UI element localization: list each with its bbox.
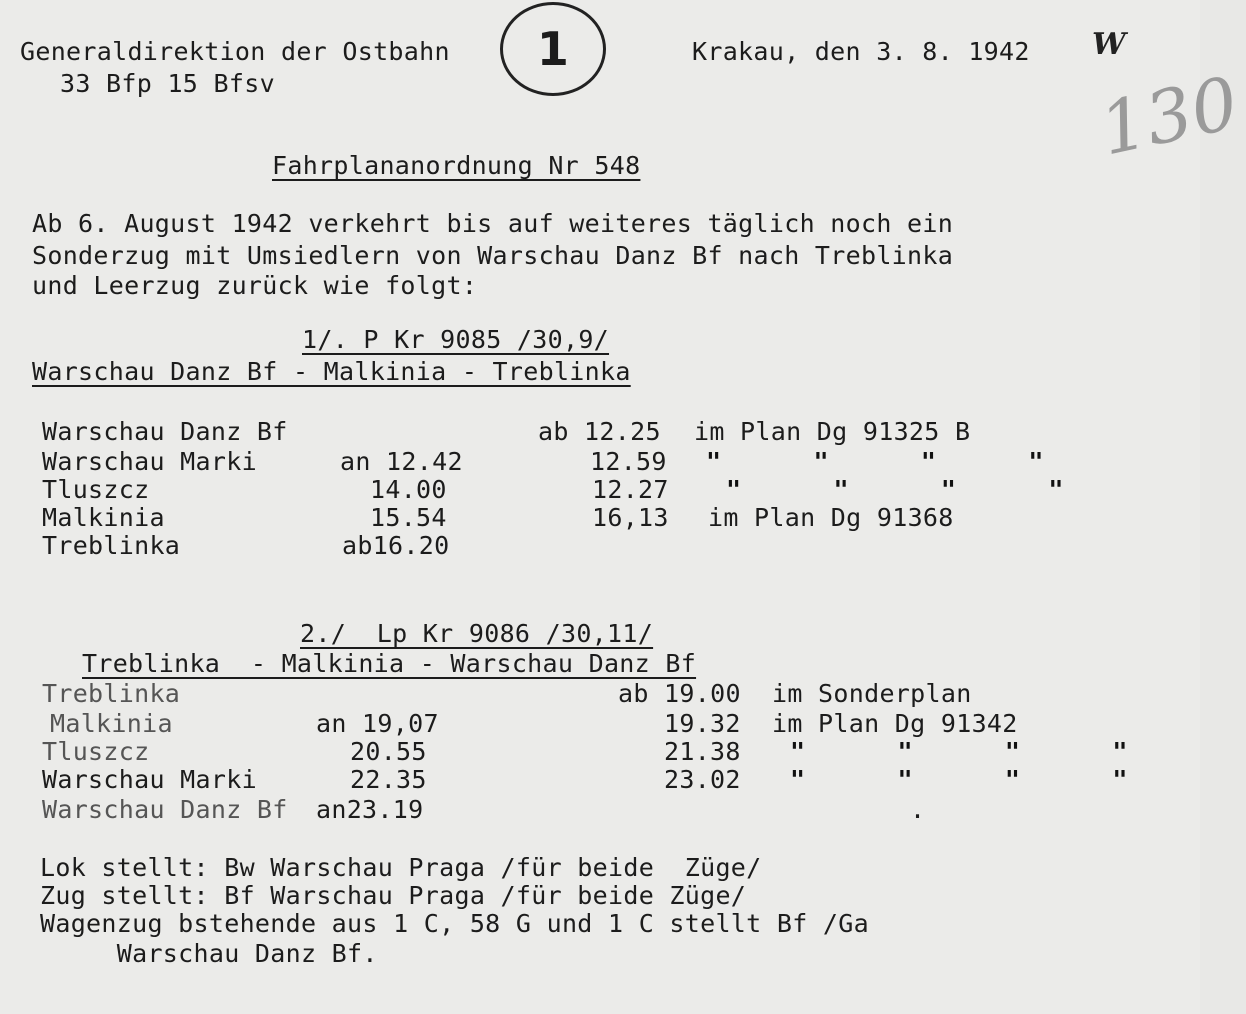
train1-row2-note: " " " ": [706, 447, 1044, 476]
train2-row4-station: Warschau Marki: [42, 765, 257, 794]
train2-row1-note: im Sonderplan: [772, 679, 972, 708]
document-number-stamp: [500, 2, 606, 96]
train1-route: Warschau Danz Bf - Malkinia - Treblinka: [32, 357, 631, 386]
footer-line-2: Zug stellt: Bf Warschau Praga /für beide Züge/: [40, 881, 747, 910]
pencil-note: 130: [1092, 60, 1246, 172]
train1-row2-station: Warschau Marki: [42, 447, 257, 476]
train1-row4-arr: 15.54: [370, 503, 447, 532]
train1-row1-dep: ab 12.25: [538, 417, 661, 446]
footer-line-1: Lok stellt: Bw Warschau Praga /für beide Züge/: [40, 853, 762, 882]
train1-row1-note: im Plan Dg 91325 B: [694, 417, 971, 446]
intro-line-1: Ab 6. August 1942 verkehrt bis auf weiteres täglich noch ein: [32, 209, 954, 238]
handwritten-initials: W: [1092, 27, 1126, 62]
train1-row4-dep: 16,13: [592, 503, 669, 532]
train2-row2-station: Malkinia: [50, 709, 173, 738]
train1-row1-station: Warschau Danz Bf: [42, 417, 288, 446]
train2-route: Treblinka - Malkinia - Warschau Danz Bf: [82, 649, 697, 678]
train2-row5-arr: an23.19: [316, 795, 424, 824]
train2-row5-station: Warschau Danz Bf: [42, 795, 288, 824]
document-title: Fahrplananordnung Nr 548: [272, 151, 641, 180]
train1-row2-arr: an 12.42: [340, 447, 463, 476]
document-number: 1: [536, 22, 570, 76]
train1-row3-note: " " " ": [726, 475, 1064, 504]
train2-row3-station: Tluszcz: [42, 737, 150, 766]
intro-line-3: und Leerzug zurück wie folgt:: [32, 271, 478, 300]
train1-heading: 1/. P Kr 9085 /30,9/: [302, 325, 610, 354]
train2-row4-dep: 23.02: [664, 765, 741, 794]
train1-row4-note: im Plan Dg 91368: [708, 503, 954, 532]
train2-heading: 2./ Lp Kr 9086 /30,11/: [300, 619, 654, 648]
org-line-2: 33 Bfp 15 Bfsv: [60, 69, 275, 98]
train1-row3-dep: 12.27: [592, 475, 669, 504]
footer-line-3: Wagenzug bstehende aus 1 C, 58 G und 1 C stellt Bf /Ga: [40, 909, 869, 938]
train1-row3-station: Tluszcz: [42, 475, 150, 504]
footer-line-4: Warschau Danz Bf.: [40, 939, 378, 968]
train1-row5-station: Treblinka: [42, 531, 181, 560]
train1-row2-dep: 12.59: [590, 447, 667, 476]
train1-row5-arr: ab16.20: [342, 531, 450, 560]
train2-row4-arr: 22.35: [350, 765, 427, 794]
train2-row5-note: .: [910, 795, 926, 824]
train2-row2-arr: an 19,07: [316, 709, 439, 738]
train2-row1-station: Treblinka: [42, 679, 181, 708]
org-line-1: Generaldirektion der Ostbahn: [20, 37, 450, 66]
train2-row3-note: " " " ": [790, 737, 1128, 766]
train2-row3-dep: 21.38: [664, 737, 741, 766]
train2-row2-dep: 19.32: [664, 709, 741, 738]
train2-row4-note: " " " ": [790, 765, 1128, 794]
place-date: Krakau, den 3. 8. 1942: [692, 37, 1030, 66]
intro-line-2: Sonderzug mit Umsiedlern von Warschau Danz Bf nach Treblinka: [32, 241, 954, 270]
train1-row4-station: Malkinia: [42, 503, 165, 532]
train2-row1-dep: ab 19.00: [618, 679, 741, 708]
train1-row3-arr: 14.00: [370, 475, 447, 504]
train2-row3-arr: 20.55: [350, 737, 427, 766]
train2-row2-note: im Plan Dg 91342: [772, 709, 1018, 738]
